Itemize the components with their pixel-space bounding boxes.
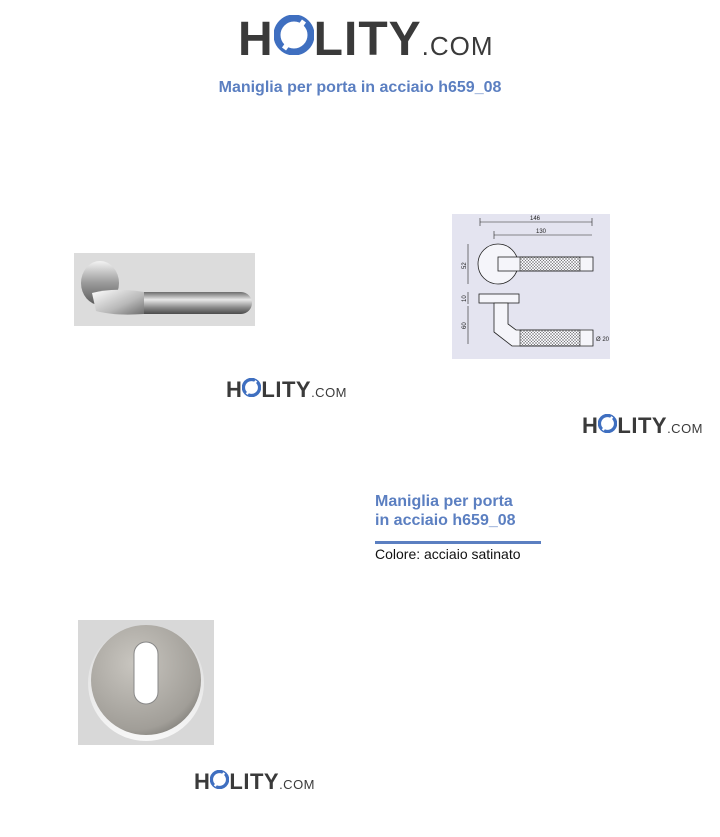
holity-o-icon [210, 770, 229, 789]
dim-60-label: 60 [462, 322, 468, 329]
dim-10-label: 10 [462, 295, 468, 302]
product-color: Colore: acciaio satinato [375, 546, 521, 562]
dim-52-label: 52 [462, 262, 468, 269]
product-name: Maniglia per porta in acciaio h659_08 [375, 493, 516, 529]
handle-photo [74, 253, 255, 326]
dim-d20-label: Ø 20 [596, 337, 610, 343]
dim-130-label: 130 [536, 229, 547, 235]
holity-logo[interactable]: H LITY .COM [582, 413, 704, 438]
holity-o-icon [274, 15, 314, 55]
holity-logo[interactable]: H LITY .COM [194, 769, 316, 794]
holity-o-icon [242, 378, 261, 397]
holity-logo[interactable]: H LITY .COM [226, 377, 348, 402]
technical-drawing [452, 214, 610, 359]
holity-logo[interactable]: H LITY .COM [238, 13, 494, 66]
escutcheon-photo [78, 620, 214, 745]
dim-146-label: 146 [530, 216, 541, 222]
holity-o-icon [598, 414, 617, 433]
divider [375, 541, 541, 544]
page-title: Maniglia per porta in acciaio h659_08 [218, 79, 502, 96]
